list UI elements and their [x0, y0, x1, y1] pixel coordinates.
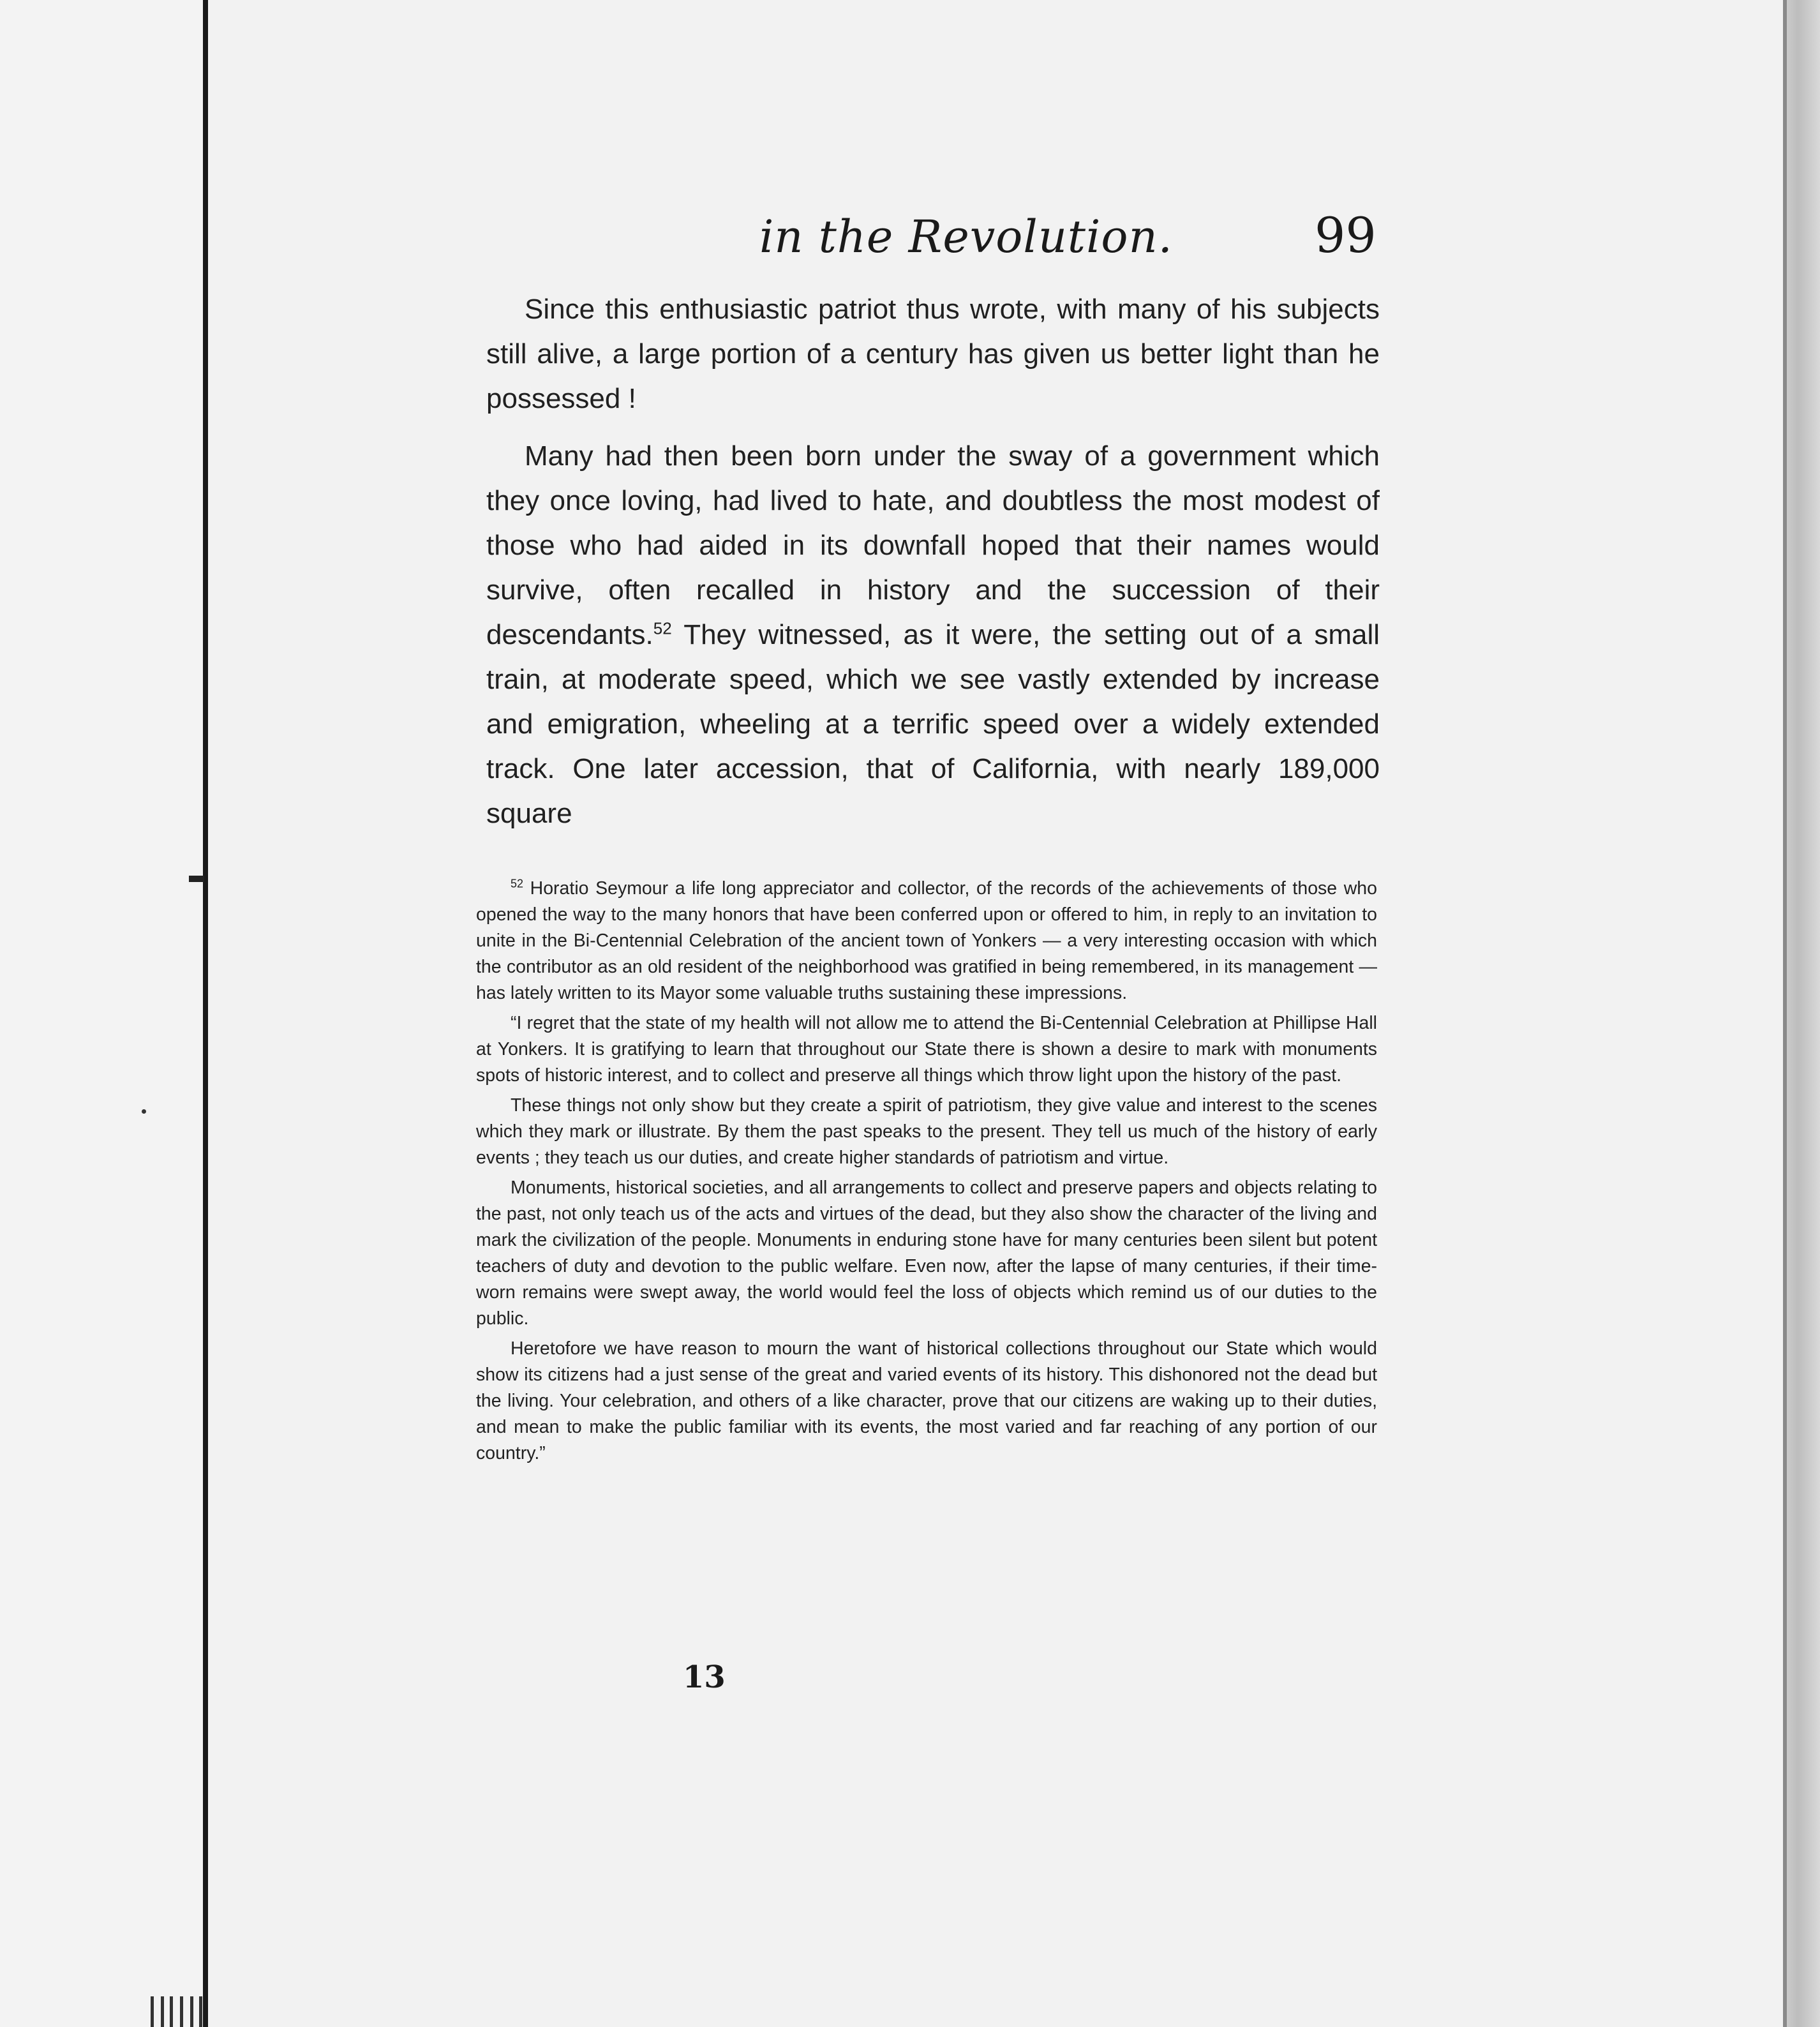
- page-number: 99: [1315, 207, 1376, 264]
- scan-speck: [142, 1109, 146, 1114]
- scan-bottom-marks: [151, 1996, 214, 2027]
- book-spine-edge: [203, 0, 208, 2027]
- footnote-paragraph: Heretofore we have reason to mourn the want of historical collections throughout our State which would show its citizens had a just sense of the great and varied events of its history. This dishonored not the dead but the living. Your celebration, and others of a like character, prove that our citizens are waking up to their duties, and mean to make the public familiar with its events, the most varied and far reaching of any portion of our country.”: [476, 1338, 1377, 1463]
- page-stack-edge: [1783, 0, 1820, 2027]
- footnote-paragraph: “I regret that the state of my health will not allow me to attend the Bi-Centennial Celebration at Phillipse Hall at Yonkers. It is gratifying to learn that throughout our State there is shown a desire to mark with monuments spots of historic interest, and to collect and preserve all things which throw light upon the history of the past.: [476, 1013, 1377, 1086]
- spine-tick-mark: [189, 876, 204, 882]
- page-header: [759, 204, 1398, 281]
- scan-left-margin: [0, 0, 209, 2027]
- footnote-paragraph: These things not only show but they create a spirit of patriotism, they give value and interest to the scenes which they mark or illustrate. By them the past speaks to the present. They tell us much of the history of early events ; they teach us our duties, and create higher standards of patriotism and virtue.: [476, 1095, 1377, 1168]
- body-paragraph: Since this enthusiastic patriot thus wrote, with many of his subjects still alive, a large portion of a century has given us better light than he possessed !: [486, 294, 1380, 414]
- body-paragraph: [486, 434, 1380, 836]
- body-text-segment: They witnessed, as it were, the setting out of a small train, at moderate speed, which we see vastly extended by increase and emigration, wheeling at a terrific speed over a widely extended track. One later accession, that of California, with nearly 189,000 square: [486, 619, 1380, 829]
- footnote-paragraph: [476, 876, 1377, 1006]
- main-text: [486, 287, 1380, 849]
- footnote-text: Horatio Seymour a life long appreciator and collector, of the records of the achievements of those who opened the way to the many honors that have been conferred upon or offered to him, in reply to an invitation to unite in the Bi-Centennial Celebration of the ancient town of Yonkers — a very interesting occasion with which the contributor as an old resident of the neighborhood was gratified in being remembered, in its management — has lately written to its Mayor some valuable truths sustaining these impressions.: [476, 878, 1378, 1003]
- footnote-reference: 52: [653, 618, 672, 638]
- body-text-segment: Many had then been born under the sway of a government which they once loving, had lived to hate, and doubtless the most modest of those who had aided in its downfall hoped that their names would survive, often recalled in history and the succession of their descendants.: [486, 440, 1380, 650]
- footnote-paragraph: Monuments, historical societies, and all arrangements to collect and preserve papers and objects relating to the past, not only teach us of the acts and virtues of the dead, but they also show the character of the living and mark the civilization of the people. Monuments in enduring stone have for many centuries been silent but potent teachers of duty and devotion to the public welfare. Even now, after the lapse of many centuries, if their time-worn remains were swept away, the world would feel the loss of objects which remind us of our duties to the public.: [476, 1178, 1377, 1329]
- signature-mark: 13: [683, 1659, 726, 1695]
- footnote-number: 52: [511, 877, 524, 890]
- running-head: in the Revolution.: [759, 211, 1173, 263]
- footnotes: [476, 876, 1377, 1470]
- page-edge-shadow: [1783, 0, 1787, 2027]
